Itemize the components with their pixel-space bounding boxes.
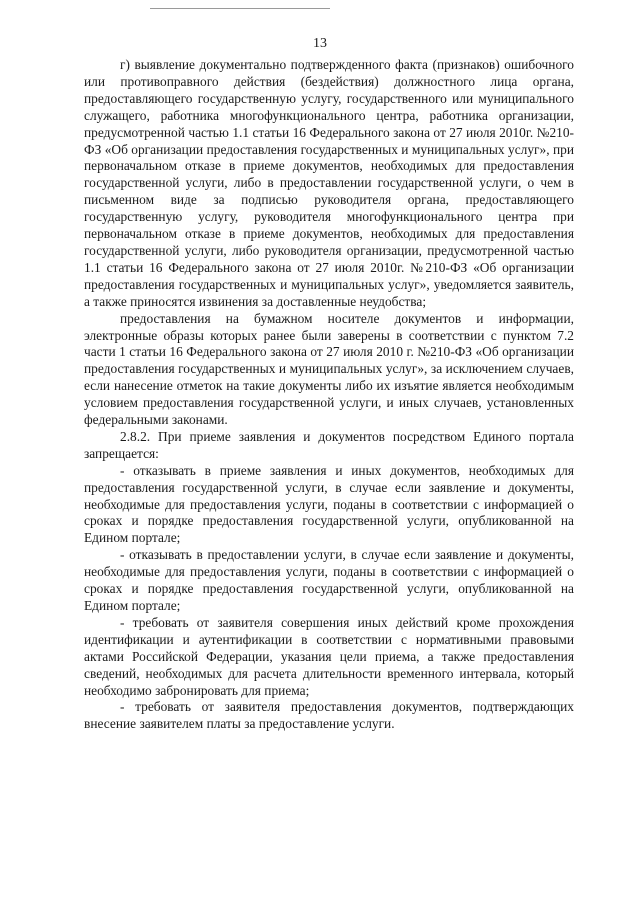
list-item-require-actions: - требовать от заявителя совершения иных действий кроме прохождения идентификации и аутентификации в соответствии с нормативными правовыми актами Российской Федерации, указания цели приема, а также предоставления сведений, необходимых для расчета длительности временного интервала, который необходимо забронировать для приема; — [84, 614, 574, 698]
document-body — [84, 57, 574, 733]
list-item-refuse-acceptance: - отказывать в приеме заявления и иных документов, необходимых для предоставления государственной услуги, в случае если заявление и документы, необходимые для предоставления услуги, поданы в соответствии с информацией о сроках и порядке предоставления государственной услуги, опубликованной на Едином портале; — [84, 462, 574, 546]
list-item-require-payment-docs: - требовать от заявителя предоставления документов, подтверждающих внесение заявителем платы за предоставление услуги. — [84, 699, 574, 732]
top-scan-line — [150, 8, 330, 9]
page-number: 13 — [313, 36, 327, 51]
paragraph-paper-docs: предоставления на бумажном носителе документов и информации, электронные образы которых ранее были заверены в соответствии с пунктом 7.2 части 1 статьи 16 Федерального закона от 27 июля 2010 г. №210-ФЗ «Об организации предоставления государственных и муниципальных услуг», за исключением случаев, если нанесение отметок на такие документы либо их изъятие является необходимым условием предоставления государственной услуги, и иных случаев, установленных федеральными законами. — [84, 310, 574, 428]
paragraph-g: г) выявление документально подтвержденного факта (признаков) ошибочного или противоправного действия (бездействия) должностного лица органа, предоставляющего государственную услугу, государственного или муниципального служащего, работника многофункционального центра, работника организации, предусмотренной частью 1.1 статьи 16 Федерального закона от 27 июля 2010г. №210-ФЗ «Об организации предоставления государственных и муниципальных услуг», при первоначальном отказе в приеме документов, необходимых для предоставления государственной услуги, либо в предоставлении государственной услуги, о чем в письменном виде за подписью руководителя органа, предоставляющего государственную услугу, руководителя многофункционального центра при первоначальном отказе в приеме документов, необходимых для предоставления государственной услуги, либо руководителя организации, предусмотренной частью 1.1 статьи 16 Федерального закона от 27 июля 2010г. №210-ФЗ «Об организации предоставления государственных и муниципальных услуг», уведомляется заявитель, а также приносятся извинения за доставленные неудобства; — [84, 57, 574, 309]
list-item-refuse-service: - отказывать в предоставлении услуги, в случае если заявление и документы, необходимые для предоставления услуги, поданы в соответствии с информацией о сроках и порядке предоставления государственной услуги, опубликованной на Едином портале; — [84, 547, 574, 613]
paragraph-2-8-2: 2.8.2. При приеме заявления и документов посредством Единого портала запрещается: — [84, 428, 574, 461]
